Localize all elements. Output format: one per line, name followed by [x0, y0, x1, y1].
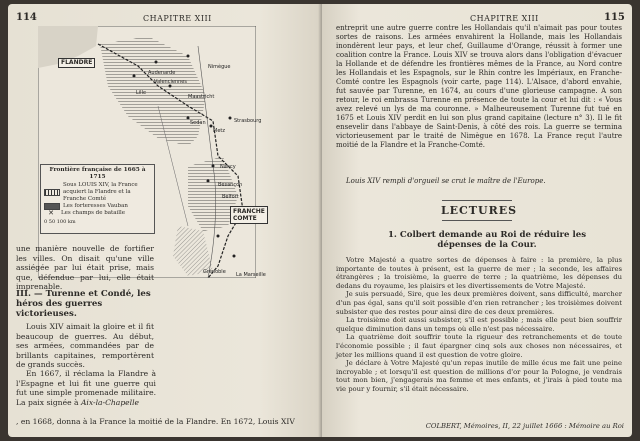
map-legend: [40, 164, 155, 234]
map-place-label: Grenoble: [203, 269, 226, 275]
map-place-label: Valenciennes: [154, 79, 187, 85]
legend-swatch-territory: [44, 189, 60, 196]
reading-citation: COLBERT, Mémoires, II, 22 juillet 1666 : Mémoire au Roi: [425, 422, 624, 430]
map-label-flandre: FLANDRE: [58, 58, 95, 68]
right-page-number: 115: [604, 12, 625, 23]
dutch-war-paragraph: entreprit une autre guerre contre les Hollandais qu'il n'aimait pas pour toutes sortes de raisons. Les armées envahirent la Hollande, mais les Hollandais inondèrent leur pays, et leur chef, Guillaume d'Orange, réussit à former une coalition contre la France. Louis XIV se trouva alors dans l'obligation d'évacuer la Hollande et de défendre les frontières mêmes de la France, au Nord contre les Hollandais et les Espagnols, sur le Rhin contre les Impériaux, en Franche-Comté contre les Espagnols (voir carte, page 114). L'Alsace, d'abord envahie, fut sauvée par Turenne, en 1674, au cours d'une glorieuse campagne. A son retour, le roi embrassa Turenne en présence de toute la cour et lui dit : « Vous avez relevé un lys de ma couronne. » Malheureusement Turenne fut tué en 1675 et Louis XIV perdit en lui son plus grand capitaine (lecture n° 3). Il le fit ensevelir dans l'abbaye de Saint-Denis, à côté des rois. La guerre se termina victorieusement par le traité de Nimègue en 1678. La France reçut l'autre moitié de la Flandre et la Franche-Comté.: [336, 24, 622, 149]
right-running-head: CHAPITRE XIII: [470, 14, 539, 23]
map-place-label: Sedan: [190, 120, 206, 126]
map-place-label: Maastricht: [188, 94, 215, 100]
left-running-head: CHAPITRE XIII: [143, 14, 212, 23]
left-page: [8, 4, 322, 437]
legend-scale: 0 50 100 km: [44, 219, 76, 225]
map-place-label: Nancy: [220, 164, 236, 170]
map-place-label: Nimègue: [208, 64, 231, 70]
map-place-label: Strasbourg: [234, 118, 262, 124]
battle-icon: ✕: [48, 209, 54, 217]
fortification-paragraph: une manière nouvelle de fortifier les villes. On disait qu'une ville assiégée par lui était prise, mais que, défendue par lui, elle était imprenable.: [16, 244, 154, 292]
legend-row-fortress: Les forteresses Vauban: [44, 203, 151, 210]
map-place-label: Audenarde: [148, 70, 176, 76]
map-place-label: Metz: [213, 128, 225, 134]
legend-row-battle: ✕ Les champs de bataille: [44, 210, 151, 217]
legend-row-territory: Sous LOUIS XIV, la France acquiert la Flandre et la Franche Comté: [44, 182, 151, 203]
chapter-summary: Louis XIV rempli d'orgueil se crut le maître de l'Europe.: [346, 177, 546, 185]
legend-title: Frontière française de 1665 à 1715: [49, 167, 146, 180]
map-place-label: La Marseille: [236, 272, 266, 278]
section-heading: III. — Turenne et Condé, les héros des guerres victorieuses.: [16, 289, 151, 319]
lectures-heading: LECTURES: [440, 204, 518, 217]
map-place-label: Besançon: [218, 182, 243, 188]
reading-text: Votre Majesté a quatre sortes de dépenses à faire : la première, la plus importante de toutes à présent, est la guerre de mer ; la seconde, les affaires étrangères ; la troisième, la guerre de terre ; la quatrième, les dépenses du dedans du royaume, les plaisirs et les divertissements de Votre Majesté. Je suis persuadé, Sire, que les deux premières doivent, sans difficulté, marcher d'un pas égal, sans qu'il soit possible d'en rien retrancher ; les troisièmes doivent subsister que des restes pour ainsi dire de ces deux premières. La troisième doit aussi subsister, s'il est possible ; mais elle peut bien souffrir quelque diminution dans un temps où elle n'est pas nécessaire. La quatrième doit souffrir toute la rigueur des retranchements et de toute l'économie possible ; il faut épargner cinq sols aux choses non nécessaires, et jeter les millions quand il est question de votre gloire. Je déclare à Votre Majesté qu'un repas inutile de mille écus me fait une peine incroyable ; et lorsqu'il est question de millions d'or pour la Pologne, je vendrais tout mon bien, j'engagerais ma femme et mes enfants, et j'irais à pied toute ma vie pour y fournir, s'il était nécessaire.: [336, 256, 622, 393]
left-page-number: 114: [16, 12, 37, 23]
right-page: [322, 4, 632, 437]
reading-title: 1. Colbert demande au Roi de réduire les dépenses de la Cour.: [387, 230, 587, 250]
map-place-label: Lille: [136, 90, 147, 96]
louis-glory-paragraph: Louis XIV aimait la gloire et il fit beaucoup de guerres. Au début, ses armées, commandées par de brillants capitaines, remportèrent de grands succès.: [16, 322, 154, 370]
map-label-franche-comte: FRANCHE COMTE: [230, 206, 268, 224]
divider: [442, 220, 512, 221]
flandre-war-paragraph: En 1667, il réclama la Flandre à l'Espagne et lui fit une guerre qui fut une simple promenade militaire. La paix signée à Aix-la-Chapelle: [16, 369, 156, 407]
flandre-war-paragraph-end: , en 1668, donna à la France la moitié de la Flandre. En 1672, Louis XIV: [16, 417, 295, 426]
divider: [442, 200, 512, 201]
map-place-label: Belfort: [222, 194, 239, 200]
